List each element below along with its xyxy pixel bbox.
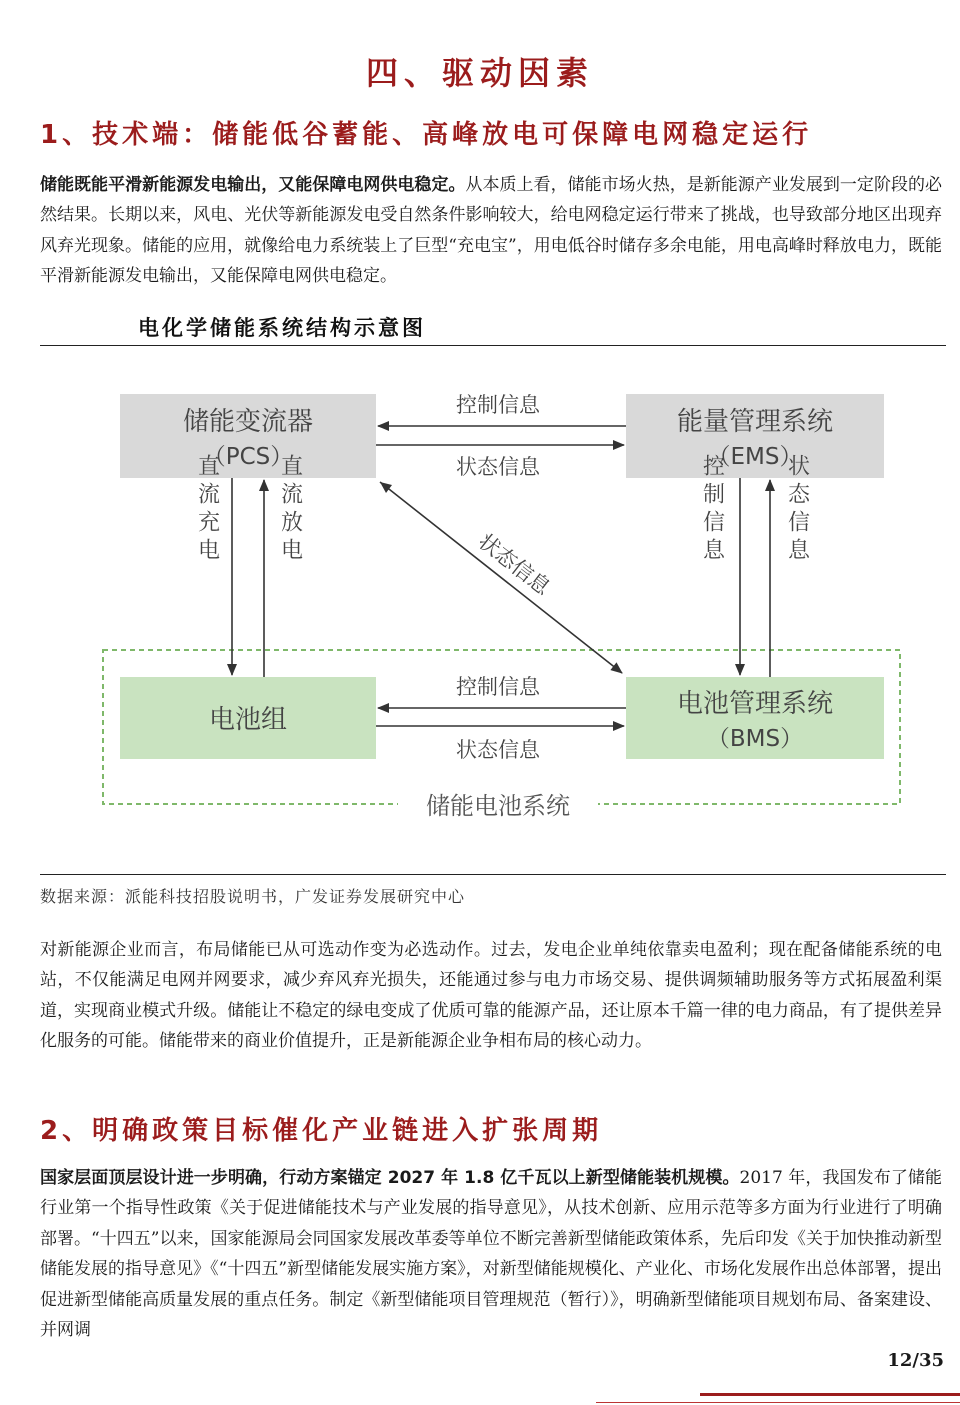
footer-accent-bar — [700, 1393, 960, 1396]
diagonal-arrow-start-head — [380, 482, 392, 493]
pcs-abbr: （PCS） — [202, 444, 294, 470]
top-control-label: 控制信息 — [456, 393, 540, 417]
bms-abbr: （BMS） — [706, 726, 804, 752]
section1-paragraph-2: 对新能源企业而言，布局储能已从可选动作变为必选动作。过去，发电企业单纯依靠卖电盈利；现在配备储能系统的电站，不仅能满足电网并网要求，减少弃风弃光损失，还能通过参与电力市场交易、提供调频辅助服务等方式拓展盈利渠道，实现商业模式升级。储能让不稳定的绿电变成了优质可靠的能源产品，还让原本千篇一律的电力商品，有了提供差异化服务的可能。储能带来的商业价值提升，正是新能源企业争相布局的核心动力。 — [40, 940, 942, 1052]
battery-system-label: 储能电池系统 — [426, 792, 570, 820]
bottom-status-label: 状态信息 — [456, 738, 540, 762]
figure-top-rule — [40, 345, 946, 346]
dc-discharge-label: 直流放电 — [277, 454, 303, 566]
section1-body: 从本质上看，储能市场火热，是新能源产业发展到一定阶段的必然结果。长期以来，风电、光伏等新能源发电受自然条件影响较大，给电网稳定运行带来了挑战，也导致部分地区出现弃风弃光现象。储能的应用，就像给电力系统装上了巨型“充电宝”，用电低谷时储存多余电能，用电高峰时释放电力，既能平滑新能源发电输出，又能保障电网供电稳定。 — [40, 175, 943, 287]
vertical-control-label: 控制信息 — [699, 454, 725, 566]
ems-name: 能量管理系统 — [676, 407, 834, 437]
section2-paragraph — [40, 1163, 942, 1345]
section1-paragraph — [40, 170, 942, 292]
footer-thin-bar — [596, 1402, 960, 1403]
battery-pack-label: 电池组 — [208, 705, 288, 735]
bms-name: 电池管理系统 — [676, 689, 834, 719]
storage-structure-diagram — [0, 350, 960, 870]
section2-heading: 2、明确政策目标催化产业链进入扩张周期 — [40, 1116, 603, 1146]
section1-lead: 储能既能平滑新能源发电输出，又能保障电网供电稳定。 — [40, 175, 466, 195]
figure-source: 数据来源：派能科技招股说明书，广发证券发展研究中心 — [40, 887, 466, 906]
pcs-name: 储能变流器 — [182, 407, 314, 437]
page-number: 12/35 — [887, 1350, 944, 1371]
diagonal-status-label: 状态信息 — [473, 529, 555, 600]
figure-bottom-rule — [40, 874, 946, 875]
figure-title: 电化学储能系统结构示意图 — [138, 316, 426, 340]
section-title: 四、驱动因素 — [365, 54, 594, 92]
vertical-status-label: 状态信息 — [784, 454, 810, 566]
dc-charge-label: 直流充电 — [194, 454, 220, 566]
diagonal-status-arrow — [380, 482, 622, 673]
section2-body: 2017 年，我国发布了储能行业第一个指导性政策《关于促进储能技术与产业发展的指导意见》，从技术创新、应用示范等多方面为行业进行了明确部署。“十四五”以来，国家能源局会同国家发展改革委等单位不断完善新型储能政策体系，先后印发《关于加快推动新型储能发展的指导意见》《“十四五”新型储能发展实施方案》，对新型储能规模化、产业化、市场化发展作出总体部署，提出促进新型储能高质量发展的重点任务。制定《新型储能项目管理规范（暂行）》，明确新型储能项目规划布局、备案建设、并网调 — [40, 1168, 942, 1341]
bottom-control-label: 控制信息 — [456, 675, 540, 699]
ems-abbr: （EMS） — [707, 444, 803, 470]
top-status-label: 状态信息 — [456, 455, 540, 479]
section1-heading: 1、技术端：储能低谷蓄能、高峰放电可保障电网稳定运行 — [40, 120, 813, 150]
section2-lead: 国家层面顶层设计进一步明确，行动方案锚定 2027 年 1.8 亿千瓦以上新型储能装机规模。 — [40, 1168, 740, 1188]
